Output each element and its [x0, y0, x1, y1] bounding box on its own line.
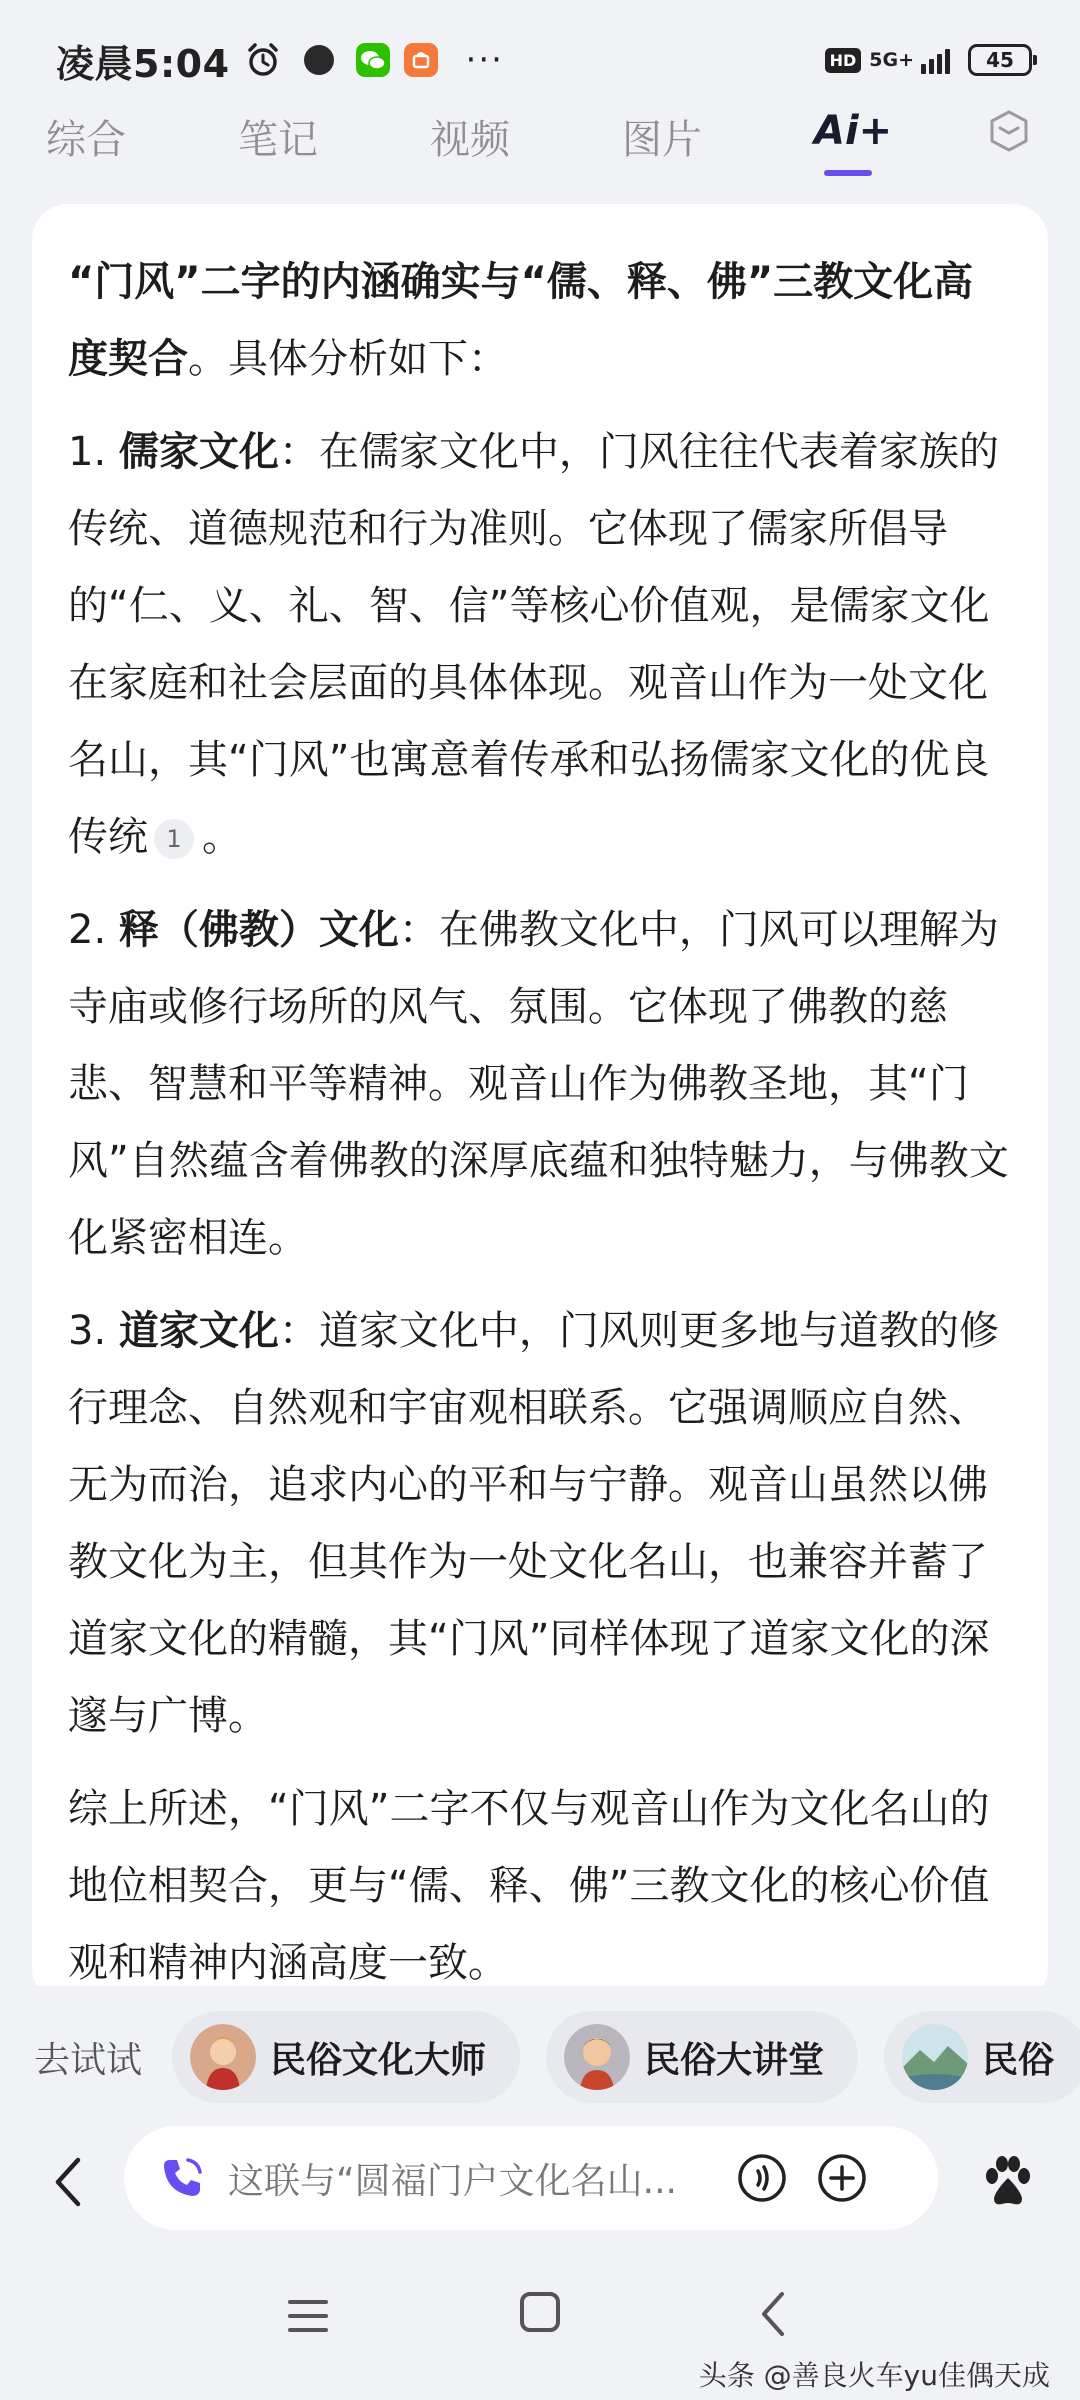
app-notification-icon: [304, 45, 334, 75]
suggestion-chip-folk-lecture[interactable]: [546, 2011, 858, 2103]
point-number: 1.: [68, 429, 107, 475]
battery-icon: 45: [968, 44, 1032, 76]
call-icon[interactable]: [158, 2154, 206, 2202]
wechat-icon: [356, 43, 390, 77]
answer-point-taoism: [68, 1293, 1012, 1755]
try-label: 去试试: [34, 2039, 143, 2081]
answer-point-confucianism: [68, 414, 1012, 876]
network-type: 5G+: [869, 49, 914, 71]
tab-notes[interactable]: 笔记: [238, 117, 318, 163]
point-title: 儒家文化: [118, 429, 279, 475]
nav-back-icon[interactable]: [752, 2288, 792, 2340]
answer-summary: 综上所述，“门风”二字不仅与观音山作为文化名山的地位相契合，更与“儒、释、佛”三教文化的核心价值观和精神内涵高度一致。: [68, 1786, 990, 1986]
point-title: 释（佛教）文化: [118, 907, 399, 953]
more-notifications-icon: ···: [465, 40, 504, 80]
point-title: 道家文化: [118, 1308, 279, 1354]
point-text: ：在儒家文化中，门风往往代表着家族的传统、道德规范和行为准则。它体现了儒家所倡导的“仁、义、礼、智、信”等核心价值观，是儒家文化在家庭和社会层面的具体体现。观音山作为一处文化名山，其“门风”也寓意着传承和弘扬儒家文化的优良传统: [68, 429, 999, 860]
chip-label: 民俗: [982, 2039, 1055, 2081]
suggestion-chip-folk-3[interactable]: [884, 2011, 1080, 2103]
point-tail: 。: [202, 814, 242, 860]
tab-ai-plus[interactable]: Ai+: [814, 108, 893, 154]
back-arrow-icon[interactable]: [48, 2154, 88, 2210]
input-row: [0, 2126, 1080, 2236]
answer-point-buddhism: [68, 892, 1012, 1277]
citation-badge[interactable]: 1: [154, 819, 194, 859]
folk-master-avatar: [190, 2024, 256, 2090]
point-text: ：在佛教文化中，门风可以理解为寺庙或修行场所的风气、氛围。它体现了佛教的慈悲、智慧和平等精神。观音山作为佛教圣地，其“门风”自然蕴含着佛教的深厚底蕴和独特魅力，与佛教文化紧密相连。: [68, 907, 1009, 1261]
landscape-avatar: [902, 2024, 968, 2090]
ai-answer-card: [32, 204, 1048, 2004]
shopping-app-icon: [404, 43, 438, 77]
tab-comprehensive[interactable]: 综合: [46, 117, 126, 163]
hd-badge: HD: [825, 48, 862, 73]
chip-label: 民俗大讲堂: [644, 2039, 825, 2081]
point-number: 3.: [68, 1308, 107, 1354]
suggestion-chip-folk-master[interactable]: [172, 2011, 520, 2103]
watermark-text: 头条 @善良火车yu佳偶天成: [698, 2359, 1050, 2392]
cube-icon[interactable]: [986, 108, 1032, 154]
status-time: 凌晨5:04: [56, 41, 230, 86]
system-nav-bar: [0, 2256, 1080, 2400]
add-icon[interactable]: [816, 2152, 868, 2204]
suggestion-bar: [0, 1986, 1080, 2128]
search-tabs: [0, 96, 1080, 186]
active-tab-indicator: [824, 170, 872, 176]
tab-videos[interactable]: 视频: [430, 117, 510, 163]
voice-input-icon[interactable]: [736, 2152, 788, 2204]
answer-intro: [68, 244, 1012, 398]
status-right: [825, 44, 1032, 76]
folk-lecture-avatar: [564, 2024, 630, 2090]
tab-images[interactable]: 图片: [622, 117, 702, 163]
alarm-clock-icon: [244, 41, 282, 79]
point-text: ：道家文化中，门风则更多地与道教的修行理念、自然观和宇宙观相联系。它强调顺应自然、无为而治，追求内心的平和与宁静。观音山虽然以佛教文化为主，但其作为一处文化名山，也兼容并蓄了道家文化的精髓，其“门风”同样体现了道家文化的深邃与广博。: [68, 1308, 999, 1739]
query-text: 这联与“圆福门户文化名山...: [228, 2160, 677, 2202]
baidu-paw-icon[interactable]: [980, 2154, 1036, 2210]
point-number: 2.: [68, 907, 107, 953]
chip-label: 民俗文化大师: [270, 2039, 487, 2081]
answer-intro-bold: “门风”二字的内涵确实与“儒、释、佛”三教文化高度契合: [68, 259, 974, 382]
signal-strength-icon: [918, 46, 950, 74]
recent-apps-icon[interactable]: [286, 2294, 330, 2338]
home-icon[interactable]: [516, 2288, 564, 2336]
answer-intro-rest: 。具体分析如下：: [188, 336, 508, 382]
query-input[interactable]: [124, 2126, 938, 2230]
